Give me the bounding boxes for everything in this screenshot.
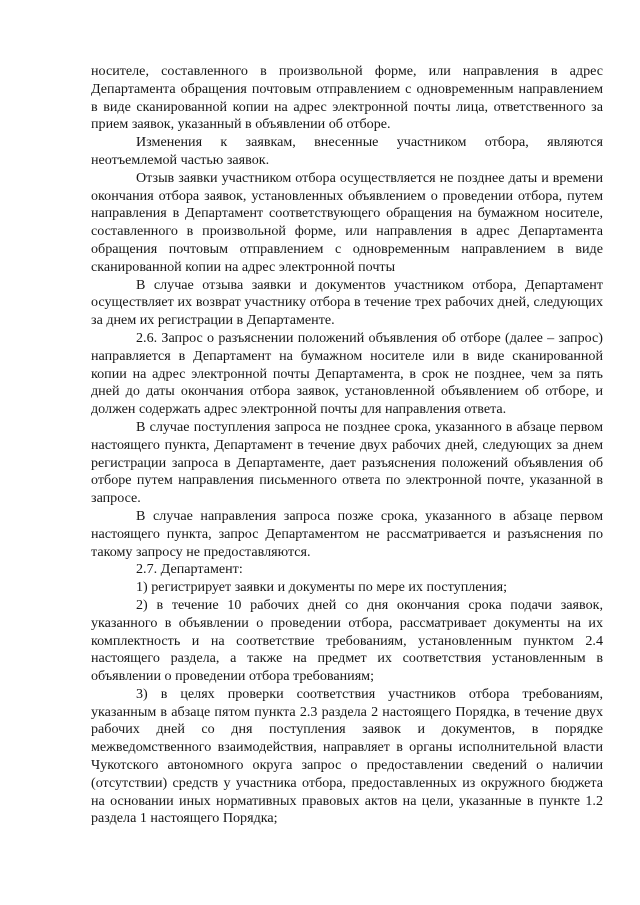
paragraph: Изменения к заявкам, внесенные участником отбора, являются неотъемлемой частью заявок. — [91, 134, 603, 168]
list-item: 3) в целях проверки соответствия участников отбора требованиям, указанным в абзаце пятом пункта 2.3 раздела 2 настоящего Порядка, в течение двух рабочих дней со дня поступления заявок и документов, в порядке межведомственного взаимодействия, направляет в органы исполнительной власти Чукотского автономного округа запрос о предоставлении сведений о наличии (отсутствии) средств у участника отбора, предоставленных из окружного бюджета на основании иных нормативных правовых актов на цели, указанные в пункте 1.2 раздела 1 настоящего Порядка; — [91, 685, 603, 827]
paragraph: В случае отзыва заявки и документов участником отбора, Департамент осуществляет их возврат участнику отбора в течение трех рабочих дней, следующих за днем их регистрации в Департаменте. — [91, 276, 603, 329]
paragraph: носителе, составленного в произвольной форме, или направления в адрес Департамента обращения почтовым отправлением с одновременным направлением в виде сканированной копии на адрес электронной почты лица, ответственного за прием заявок, указанный в объявлении об отборе. — [91, 63, 603, 133]
paragraph: В случае направления запроса позже срока, указанного в абзаце первом настоящего пункта, запрос Департаментом не рассматривается и разъяснения по такому запросу не предоставляются. — [91, 507, 603, 560]
document-page — [91, 63, 603, 828]
paragraph: Отзыв заявки участником отбора осуществляется не позднее даты и времени окончания отбора заявок, установленных объявлением о проведении отбора, путем направления в Департамент соответствующего обращения на бумажном носителе, составленного в произвольной форме, или направления в адрес Департамента обращения почтовым отправлением с одновременным направлением в виде сканированной копии на адрес электронной почты — [91, 169, 603, 275]
list-item: 2) в течение 10 рабочих дней со дня окончания срока подачи заявок, указанного в объявлении о проведении отбора, рассматривает документы на их комплектность и на соответствие требованиям, установленным пунктом 2.4 настоящего раздела, а также на предмет их соответствия установленным в объявлении о проведении отбора требованиям; — [91, 596, 603, 685]
list-item: 1) регистрирует заявки и документы по мере их поступления; — [136, 579, 508, 596]
paragraph-section-2-7: 2.7. Департамент: — [136, 561, 243, 578]
paragraph: В случае поступления запроса не позднее срока, указанного в абзаце первом настоящего пункта, Департамент в течение двух рабочих дней, следующих за днем регистрации запроса в Департаменте, дает разъяснения положений объявления об отборе путем направления письменного ответа по электронной почте, указанной в запросе. — [91, 418, 603, 507]
paragraph-section-2-6: 2.6. Запрос о разъяснении положений объявления об отборе (далее – запрос) направляется в Департамент на бумажном носителе или в виде сканированной копии на адрес электронной почты Департамента, в срок не позднее, чем за пять дней до даты окончания отбора заявок, установленной объявлением об отборе, и должен содержать адрес электронной почты для направления ответа. — [91, 329, 603, 418]
